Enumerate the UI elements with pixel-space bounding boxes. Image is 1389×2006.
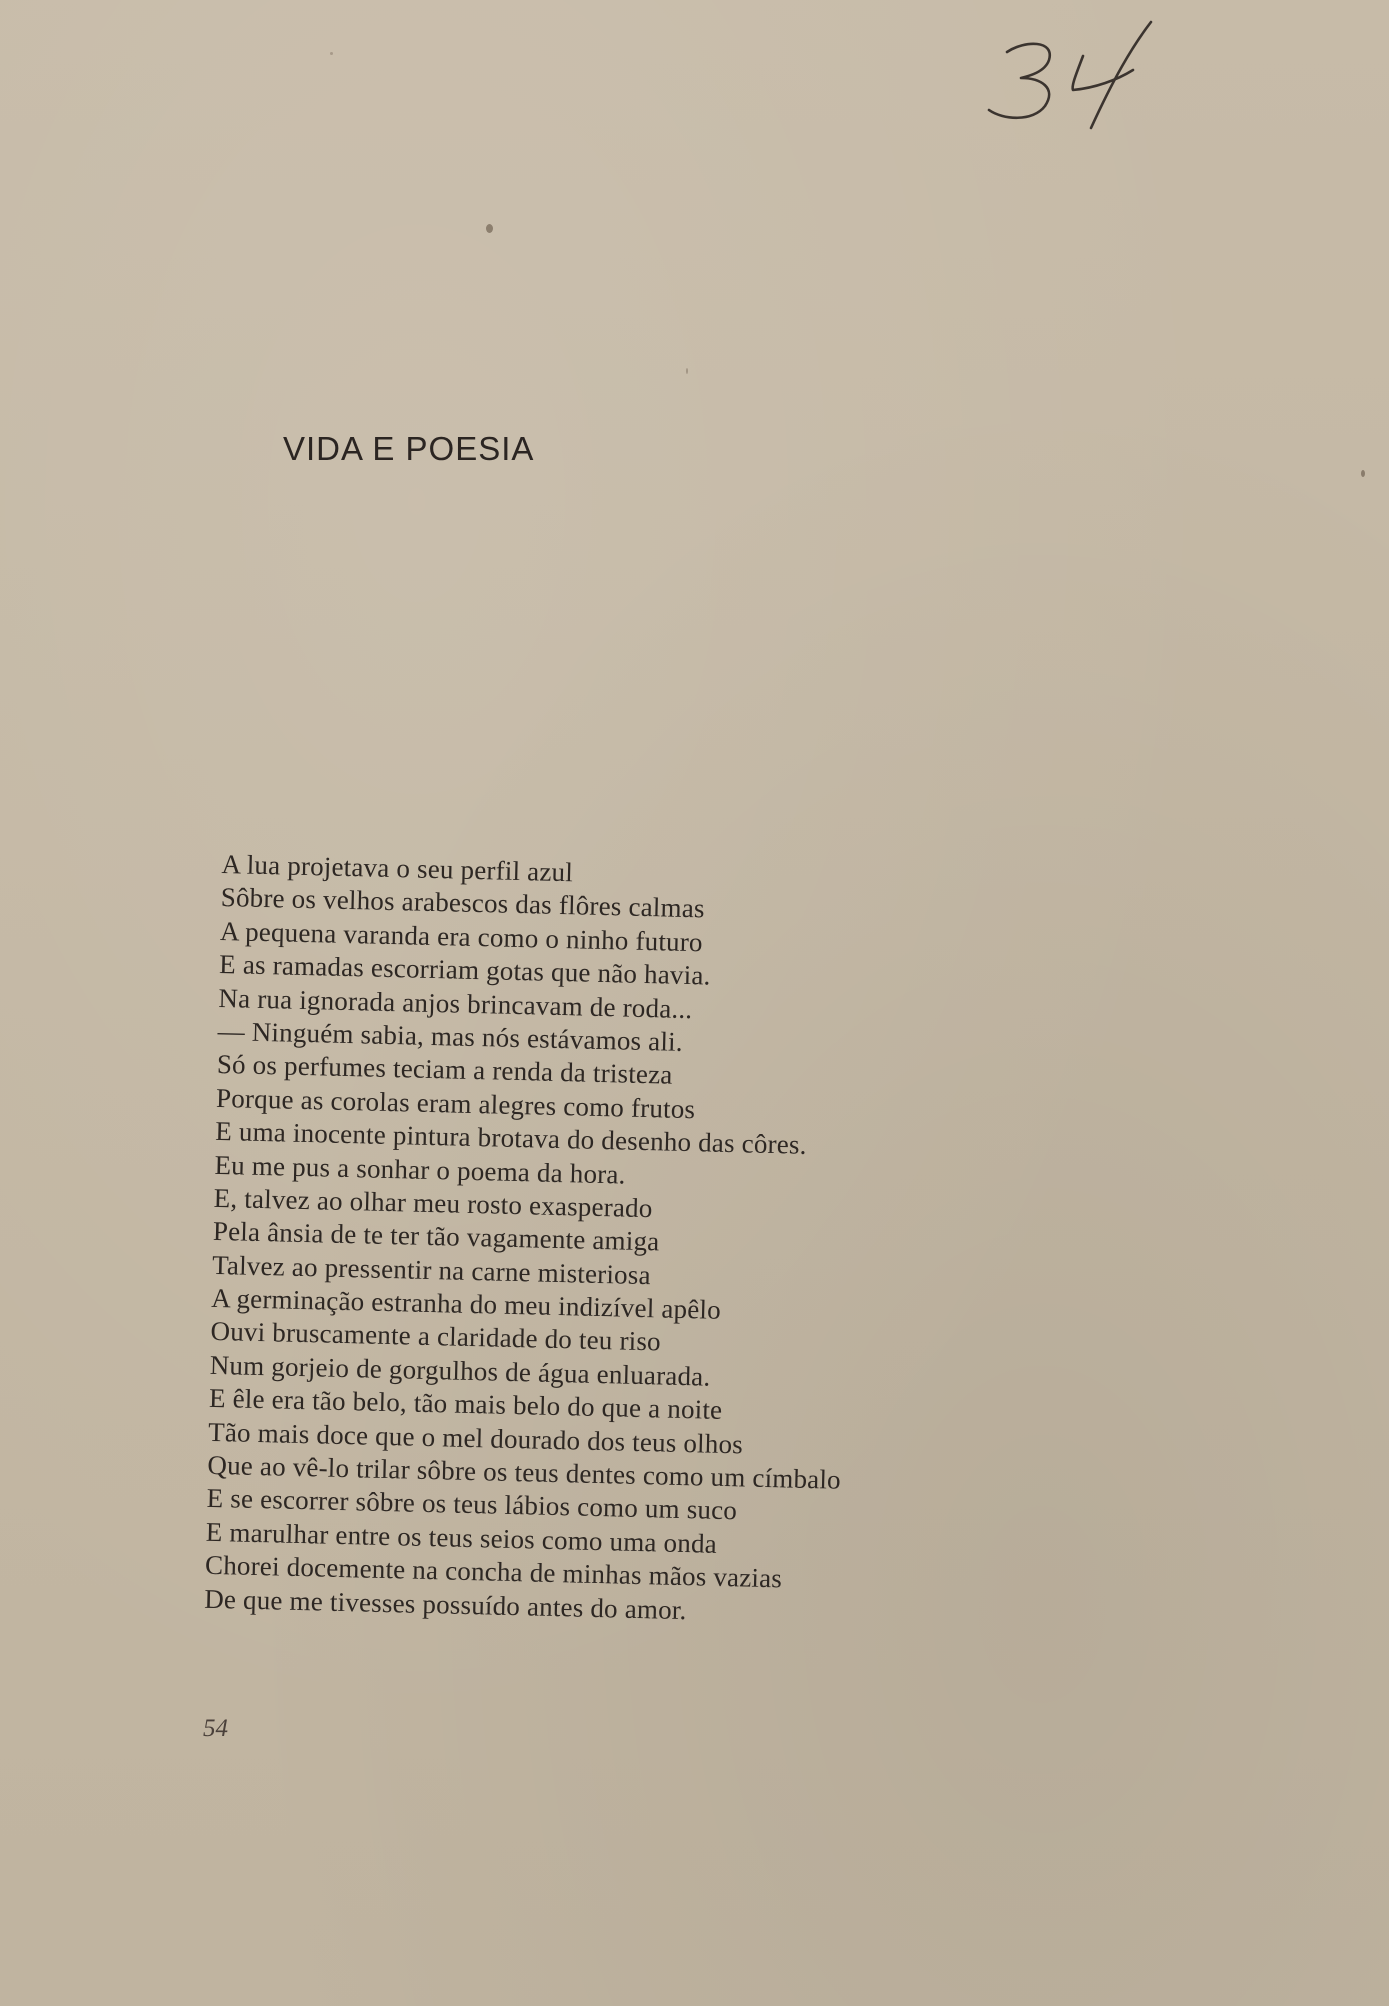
poem-line: Chorei docemente na concha de minhas mãos vazias	[204, 1550, 783, 1594]
poem-line: Ouvi bruscamente a claridade do teu riso	[210, 1316, 662, 1357]
handwritten-54-drawing	[945, 14, 1175, 134]
poem-line: E as ramadas escorriam gotas que não havia.	[218, 949, 711, 991]
poem-line: Que ao vê-lo trilar sôbre os teus dentes como um címbalo	[207, 1449, 842, 1495]
poem-body	[204, 848, 1222, 1639]
poem-line: A germinação estranha do meu indizível apêlo	[211, 1282, 722, 1325]
poem-line: Sôbre os velhos arabescos das flôres calmas	[220, 882, 706, 924]
poem-line: Só os perfumes teciam a renda da tristeza	[216, 1049, 673, 1091]
poem-line: Pela ânsia de te ter tão vagamente amiga	[212, 1216, 660, 1257]
poem-line: E êle era tão belo, tão mais belo do que a noite	[208, 1383, 723, 1426]
paper-speck	[330, 52, 333, 55]
page-number: 54	[203, 1715, 228, 1742]
paper-speck	[486, 224, 493, 233]
poem-line: A lua projetava o seu perfil azul	[221, 848, 574, 888]
poem-line: E, talvez ao olhar meu rosto exasperado	[213, 1182, 653, 1224]
handwritten-page-number	[945, 14, 1175, 134]
poem-line: Talvez ao pressentir na carne misteriosa	[211, 1249, 652, 1290]
poem-line: Porque as corolas eram alegres como frutos	[215, 1082, 696, 1124]
poem-line: A pequena varanda era como o ninho futuro	[219, 915, 704, 958]
paper-speck	[1361, 470, 1365, 477]
poem-title: VIDA E POESIA	[283, 430, 535, 467]
poem-line: Tão mais doce que o mel dourado dos teus olhos	[207, 1416, 744, 1460]
poem-line: De que me tivesses possuído antes do amor.	[203, 1583, 687, 1625]
paper-speck	[686, 368, 688, 374]
poem-line: E marulhar entre os teus seios como uma onda	[205, 1516, 718, 1559]
poem-line: Num gorjeio de gorgulhos de água enluarada.	[209, 1349, 711, 1392]
poem-line: Eu me pus a sonhar o poema da hora.	[214, 1149, 626, 1190]
poem-line: E uma inocente pintura brotava do desenho das côres.	[214, 1116, 807, 1160]
poem-line: — Ninguém sabia, mas nós estávamos ali.	[217, 1015, 684, 1057]
poem-line: Na rua ignorada anjos brincavam de roda...	[218, 982, 693, 1024]
poem-line: E se escorrer sôbre os teus lábios como um suco	[206, 1483, 738, 1526]
